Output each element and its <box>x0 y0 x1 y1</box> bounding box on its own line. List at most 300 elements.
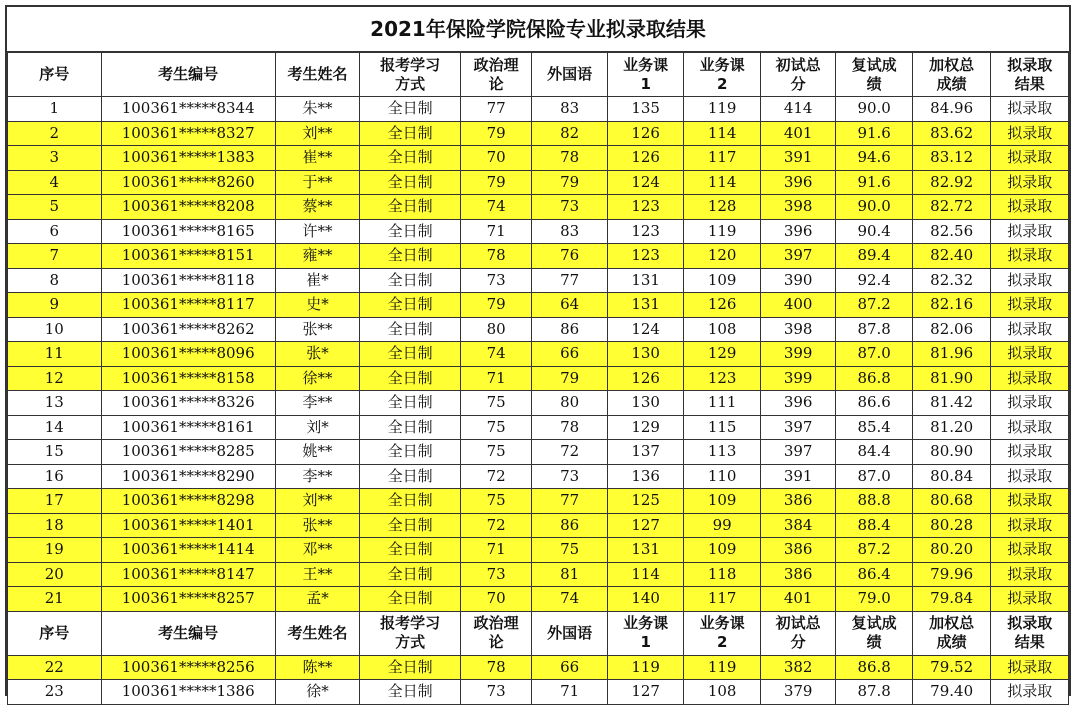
subject-2-cell: 123 <box>684 366 761 391</box>
header-cell-subject-1 <box>607 53 684 97</box>
politics-cell: 75 <box>460 391 531 416</box>
weighted-total-cell: 79.96 <box>912 562 991 587</box>
study-mode-cell: 全日制 <box>360 342 461 367</box>
foreign-language-cell: 75 <box>532 538 607 563</box>
foreign-language-cell: 71 <box>532 680 607 705</box>
initial-total-cell: 396 <box>760 219 835 244</box>
result-cell: 拟录取 <box>991 391 1069 416</box>
table-row <box>8 587 1069 612</box>
header-cell-name <box>275 53 360 97</box>
foreign-language-cell: 79 <box>532 170 607 195</box>
index-cell: 12 <box>8 366 102 391</box>
header-cell-index <box>8 53 102 97</box>
index-cell: 5 <box>8 195 102 220</box>
index-cell: 21 <box>8 587 102 612</box>
foreign-language-cell: 80 <box>532 391 607 416</box>
study-mode-cell: 全日制 <box>360 391 461 416</box>
weighted-total-cell: 82.56 <box>912 219 991 244</box>
name-cell: 雍** <box>275 244 360 269</box>
header-text: 复试成 <box>851 55 897 74</box>
index-cell: 10 <box>8 317 102 342</box>
subject-2-cell: 117 <box>684 146 761 171</box>
weighted-total-cell: 83.62 <box>912 121 991 146</box>
initial-total-cell: 390 <box>760 268 835 293</box>
initial-total-cell: 386 <box>760 538 835 563</box>
header-cell-result <box>991 53 1069 97</box>
table-row <box>8 244 1069 269</box>
result-cell: 拟录取 <box>991 244 1069 269</box>
subject-1-cell: 136 <box>607 464 684 489</box>
table-row <box>8 97 1069 122</box>
retest-score-cell: 86.8 <box>836 655 913 680</box>
foreign-language-cell: 77 <box>532 489 607 514</box>
candidate-id-cell: 100361*****8326 <box>101 391 275 416</box>
weighted-total-cell: 82.72 <box>912 195 991 220</box>
header-cell-subject-1 <box>607 611 684 655</box>
subject-2-cell: 119 <box>684 219 761 244</box>
table-row <box>8 513 1069 538</box>
header-cell-name <box>275 611 360 655</box>
foreign-language-cell: 66 <box>532 655 607 680</box>
subject-2-cell: 113 <box>684 440 761 465</box>
weighted-total-cell: 80.20 <box>912 538 991 563</box>
retest-score-cell: 88.4 <box>836 513 913 538</box>
table-row <box>8 366 1069 391</box>
politics-cell: 71 <box>460 366 531 391</box>
name-cell: 于** <box>275 170 360 195</box>
header-cell-result <box>991 611 1069 655</box>
politics-cell: 74 <box>460 342 531 367</box>
weighted-total-cell: 82.32 <box>912 268 991 293</box>
header-text: 方式 <box>395 633 426 651</box>
header-text: 成绩 <box>936 633 967 651</box>
table-row <box>8 655 1069 680</box>
name-cell: 李** <box>275 464 360 489</box>
initial-total-cell: 379 <box>760 680 835 705</box>
candidate-id-cell: 100361*****8118 <box>101 268 275 293</box>
study-mode-cell: 全日制 <box>360 146 461 171</box>
initial-total-cell: 391 <box>760 464 835 489</box>
index-cell: 1 <box>8 97 102 122</box>
subject-2-cell: 126 <box>684 293 761 318</box>
index-cell: 17 <box>8 489 102 514</box>
header-text: 政治理 <box>473 55 519 74</box>
initial-total-cell: 400 <box>760 293 835 318</box>
name-cell: 刘* <box>275 415 360 440</box>
weighted-total-cell: 82.06 <box>912 317 991 342</box>
initial-total-cell: 401 <box>760 587 835 612</box>
header-cell-weighted-total <box>912 611 991 655</box>
subject-1-cell: 119 <box>607 655 684 680</box>
initial-total-cell: 414 <box>760 97 835 122</box>
table-row <box>8 489 1069 514</box>
candidate-id-cell: 100361*****1401 <box>101 513 275 538</box>
subject-1-cell: 131 <box>607 293 684 318</box>
name-cell: 崔** <box>275 146 360 171</box>
index-cell: 4 <box>8 170 102 195</box>
initial-total-cell: 391 <box>760 146 835 171</box>
subject-2-cell: 115 <box>684 415 761 440</box>
retest-score-cell: 94.6 <box>836 146 913 171</box>
name-cell: 陈** <box>275 655 360 680</box>
header-text: 2 <box>716 633 728 651</box>
subject-1-cell: 123 <box>607 244 684 269</box>
subject-2-cell: 114 <box>684 121 761 146</box>
header-text: 成绩 <box>936 74 967 93</box>
result-cell: 拟录取 <box>991 513 1069 538</box>
study-mode-cell: 全日制 <box>360 317 461 342</box>
name-cell: 蔡** <box>275 195 360 220</box>
candidate-id-cell: 100361*****8147 <box>101 562 275 587</box>
header-text: 报考学习 <box>380 614 441 632</box>
header-text: 考生姓名 <box>287 65 348 83</box>
result-cell: 拟录取 <box>991 219 1069 244</box>
page-title: 2021年保险学院保险专业拟录取结果 <box>7 7 1069 52</box>
initial-total-cell: 399 <box>760 342 835 367</box>
study-mode-cell: 全日制 <box>360 680 461 705</box>
study-mode-cell: 全日制 <box>360 268 461 293</box>
index-cell: 13 <box>8 391 102 416</box>
header-text: 拟录取 <box>1007 55 1053 74</box>
politics-cell: 80 <box>460 317 531 342</box>
header-cell-foreign-language <box>532 611 607 655</box>
retest-score-cell: 88.8 <box>836 489 913 514</box>
table-body-a <box>8 97 1069 612</box>
index-cell: 15 <box>8 440 102 465</box>
weighted-total-cell: 84.96 <box>912 97 991 122</box>
politics-cell: 75 <box>460 415 531 440</box>
header-text: 业务课 <box>623 55 669 74</box>
header-text: 论 <box>488 74 504 93</box>
table-row <box>8 317 1069 342</box>
header-text: 初试总 <box>775 55 821 74</box>
header-text: 绩 <box>866 633 882 651</box>
result-cell: 拟录取 <box>991 97 1069 122</box>
subject-1-cell: 126 <box>607 366 684 391</box>
foreign-language-cell: 82 <box>532 121 607 146</box>
subject-1-cell: 135 <box>607 97 684 122</box>
header-text: 序号 <box>39 623 70 642</box>
subject-2-cell: 119 <box>684 97 761 122</box>
subject-2-cell: 117 <box>684 587 761 612</box>
header-cell-study-mode <box>360 53 461 97</box>
study-mode-cell: 全日制 <box>360 587 461 612</box>
name-cell: 刘** <box>275 489 360 514</box>
foreign-language-cell: 73 <box>532 464 607 489</box>
foreign-language-cell: 64 <box>532 293 607 318</box>
politics-cell: 71 <box>460 219 531 244</box>
header-text: 绩 <box>866 74 882 93</box>
initial-total-cell: 386 <box>760 489 835 514</box>
candidate-id-cell: 100361*****8344 <box>101 97 275 122</box>
header-text: 报考学习 <box>380 55 441 74</box>
table-row <box>8 268 1069 293</box>
candidate-id-cell: 100361*****8161 <box>101 415 275 440</box>
subject-2-cell: 99 <box>684 513 761 538</box>
name-cell: 刘** <box>275 121 360 146</box>
header-cell-study-mode <box>360 611 461 655</box>
name-cell: 张** <box>275 513 360 538</box>
subject-1-cell: 123 <box>607 219 684 244</box>
subject-1-cell: 123 <box>607 195 684 220</box>
name-cell: 张* <box>275 342 360 367</box>
study-mode-cell: 全日制 <box>360 219 461 244</box>
politics-cell: 79 <box>460 121 531 146</box>
header-cell-politics <box>460 611 531 655</box>
name-cell: 张** <box>275 317 360 342</box>
candidate-id-cell: 100361*****8260 <box>101 170 275 195</box>
study-mode-cell: 全日制 <box>360 513 461 538</box>
retest-score-cell: 85.4 <box>836 415 913 440</box>
header-text: 1 <box>640 74 651 93</box>
name-cell: 许** <box>275 219 360 244</box>
index-cell: 9 <box>8 293 102 318</box>
result-cell: 拟录取 <box>991 415 1069 440</box>
foreign-language-cell: 76 <box>532 244 607 269</box>
retest-score-cell: 91.6 <box>836 170 913 195</box>
initial-total-cell: 384 <box>760 513 835 538</box>
subject-2-cell: 109 <box>684 268 761 293</box>
table-body-b <box>8 611 1069 704</box>
subject-1-cell: 131 <box>607 538 684 563</box>
header-cell-initial-total <box>760 611 835 655</box>
header-cell-politics <box>460 53 531 97</box>
politics-cell: 73 <box>460 268 531 293</box>
header-text: 拟录取 <box>1007 614 1053 632</box>
header-cell-weighted-total <box>912 53 991 97</box>
study-mode-cell: 全日制 <box>360 562 461 587</box>
result-cell: 拟录取 <box>991 146 1069 171</box>
subject-1-cell: 127 <box>607 513 684 538</box>
name-cell: 姚** <box>275 440 360 465</box>
study-mode-cell: 全日制 <box>360 440 461 465</box>
index-cell: 20 <box>8 562 102 587</box>
result-cell: 拟录取 <box>991 464 1069 489</box>
header-text: 考生姓名 <box>287 623 348 642</box>
politics-cell: 75 <box>460 489 531 514</box>
retest-score-cell: 86.8 <box>836 366 913 391</box>
weighted-total-cell: 79.84 <box>912 587 991 612</box>
weighted-total-cell: 79.40 <box>912 680 991 705</box>
foreign-language-cell: 83 <box>532 97 607 122</box>
subject-2-cell: 108 <box>684 317 761 342</box>
politics-cell: 79 <box>460 293 531 318</box>
retest-score-cell: 84.4 <box>836 440 913 465</box>
header-cell-candidate-id <box>101 53 275 97</box>
result-cell: 拟录取 <box>991 317 1069 342</box>
result-cell: 拟录取 <box>991 489 1069 514</box>
study-mode-cell: 全日制 <box>360 97 461 122</box>
header-text: 1 <box>640 633 651 651</box>
study-mode-cell: 全日制 <box>360 293 461 318</box>
study-mode-cell: 全日制 <box>360 195 461 220</box>
header-cell-subject-2 <box>684 53 761 97</box>
results-document <box>5 5 1071 701</box>
subject-1-cell: 140 <box>607 587 684 612</box>
weighted-total-cell: 80.28 <box>912 513 991 538</box>
study-mode-cell: 全日制 <box>360 244 461 269</box>
candidate-id-cell: 100361*****8327 <box>101 121 275 146</box>
index-cell: 3 <box>8 146 102 171</box>
weighted-total-cell: 82.40 <box>912 244 991 269</box>
study-mode-cell: 全日制 <box>360 655 461 680</box>
result-cell: 拟录取 <box>991 587 1069 612</box>
subject-1-cell: 124 <box>607 170 684 195</box>
table-row <box>8 391 1069 416</box>
candidate-id-cell: 100361*****8257 <box>101 587 275 612</box>
candidate-id-cell: 100361*****8158 <box>101 366 275 391</box>
initial-total-cell: 396 <box>760 391 835 416</box>
candidate-id-cell: 100361*****8117 <box>101 293 275 318</box>
subject-2-cell: 120 <box>684 244 761 269</box>
header-text: 结果 <box>1014 633 1045 651</box>
initial-total-cell: 382 <box>760 655 835 680</box>
study-mode-cell: 全日制 <box>360 121 461 146</box>
header-text: 业务课 <box>623 614 669 632</box>
header-text: 加权总 <box>929 55 975 74</box>
candidate-id-cell: 100361*****1386 <box>101 680 275 705</box>
initial-total-cell: 396 <box>760 170 835 195</box>
result-cell: 拟录取 <box>991 538 1069 563</box>
name-cell: 王** <box>275 562 360 587</box>
initial-total-cell: 399 <box>760 366 835 391</box>
subject-1-cell: 125 <box>607 489 684 514</box>
foreign-language-cell: 72 <box>532 440 607 465</box>
subject-2-cell: 109 <box>684 538 761 563</box>
header-cell-candidate-id <box>101 611 275 655</box>
politics-cell: 72 <box>460 513 531 538</box>
initial-total-cell: 397 <box>760 244 835 269</box>
result-cell: 拟录取 <box>991 195 1069 220</box>
foreign-language-cell: 78 <box>532 146 607 171</box>
weighted-total-cell: 81.96 <box>912 342 991 367</box>
weighted-total-cell: 83.12 <box>912 146 991 171</box>
name-cell: 徐* <box>275 680 360 705</box>
subject-1-cell: 126 <box>607 121 684 146</box>
header-text: 2 <box>716 74 728 93</box>
candidate-id-cell: 100361*****8298 <box>101 489 275 514</box>
subject-2-cell: 111 <box>684 391 761 416</box>
table-row <box>8 121 1069 146</box>
index-cell: 6 <box>8 219 102 244</box>
header-text: 分 <box>790 633 806 651</box>
weighted-total-cell: 81.90 <box>912 366 991 391</box>
subject-1-cell: 130 <box>607 391 684 416</box>
politics-cell: 73 <box>460 562 531 587</box>
index-cell: 22 <box>8 655 102 680</box>
subject-1-cell: 137 <box>607 440 684 465</box>
index-cell: 7 <box>8 244 102 269</box>
table-row <box>8 170 1069 195</box>
header-cell-initial-total <box>760 53 835 97</box>
candidate-id-cell: 100361*****8290 <box>101 464 275 489</box>
study-mode-cell: 全日制 <box>360 538 461 563</box>
weighted-total-cell: 80.90 <box>912 440 991 465</box>
study-mode-cell: 全日制 <box>360 366 461 391</box>
subject-1-cell: 126 <box>607 146 684 171</box>
subject-2-cell: 114 <box>684 170 761 195</box>
header-cell-retest-score <box>836 611 913 655</box>
subject-2-cell: 110 <box>684 464 761 489</box>
foreign-language-cell: 66 <box>532 342 607 367</box>
table-row <box>8 146 1069 171</box>
retest-score-cell: 87.0 <box>836 342 913 367</box>
foreign-language-cell: 86 <box>532 317 607 342</box>
header-row <box>8 53 1069 97</box>
retest-score-cell: 92.4 <box>836 268 913 293</box>
index-cell: 14 <box>8 415 102 440</box>
politics-cell: 72 <box>460 464 531 489</box>
retest-score-cell: 87.2 <box>836 538 913 563</box>
study-mode-cell: 全日制 <box>360 170 461 195</box>
politics-cell: 70 <box>460 587 531 612</box>
index-cell: 16 <box>8 464 102 489</box>
subject-1-cell: 130 <box>607 342 684 367</box>
foreign-language-cell: 78 <box>532 415 607 440</box>
name-cell: 史* <box>275 293 360 318</box>
header-text: 初试总 <box>775 614 821 632</box>
politics-cell: 78 <box>460 244 531 269</box>
initial-total-cell: 401 <box>760 121 835 146</box>
header-text: 方式 <box>395 74 426 93</box>
table-row <box>8 415 1069 440</box>
result-cell: 拟录取 <box>991 366 1069 391</box>
admission-table <box>7 52 1069 705</box>
header-row-repeat <box>8 611 1069 655</box>
candidate-id-cell: 100361*****8096 <box>101 342 275 367</box>
name-cell: 孟* <box>275 587 360 612</box>
retest-score-cell: 86.6 <box>836 391 913 416</box>
header-text: 业务课 <box>699 55 745 74</box>
header-text: 外国语 <box>547 65 593 83</box>
retest-score-cell: 90.4 <box>836 219 913 244</box>
weighted-total-cell: 82.92 <box>912 170 991 195</box>
table-row <box>8 195 1069 220</box>
header-cell-index <box>8 611 102 655</box>
index-cell: 18 <box>8 513 102 538</box>
table-row <box>8 464 1069 489</box>
initial-total-cell: 386 <box>760 562 835 587</box>
candidate-id-cell: 100361*****8151 <box>101 244 275 269</box>
subject-1-cell: 131 <box>607 268 684 293</box>
name-cell: 邓** <box>275 538 360 563</box>
name-cell: 朱** <box>275 97 360 122</box>
result-cell: 拟录取 <box>991 268 1069 293</box>
subject-1-cell: 129 <box>607 415 684 440</box>
foreign-language-cell: 74 <box>532 587 607 612</box>
candidate-id-cell: 100361*****8256 <box>101 655 275 680</box>
subject-1-cell: 127 <box>607 680 684 705</box>
result-cell: 拟录取 <box>991 342 1069 367</box>
subject-2-cell: 108 <box>684 680 761 705</box>
subject-2-cell: 129 <box>684 342 761 367</box>
politics-cell: 79 <box>460 170 531 195</box>
header-cell-retest-score <box>836 53 913 97</box>
table-row <box>8 440 1069 465</box>
index-cell: 23 <box>8 680 102 705</box>
weighted-total-cell: 81.20 <box>912 415 991 440</box>
name-cell: 徐** <box>275 366 360 391</box>
index-cell: 2 <box>8 121 102 146</box>
result-cell: 拟录取 <box>991 293 1069 318</box>
subject-2-cell: 118 <box>684 562 761 587</box>
header-text: 政治理 <box>473 614 519 632</box>
retest-score-cell: 90.0 <box>836 97 913 122</box>
initial-total-cell: 398 <box>760 317 835 342</box>
retest-score-cell: 89.4 <box>836 244 913 269</box>
table-row <box>8 680 1069 705</box>
candidate-id-cell: 100361*****8208 <box>101 195 275 220</box>
